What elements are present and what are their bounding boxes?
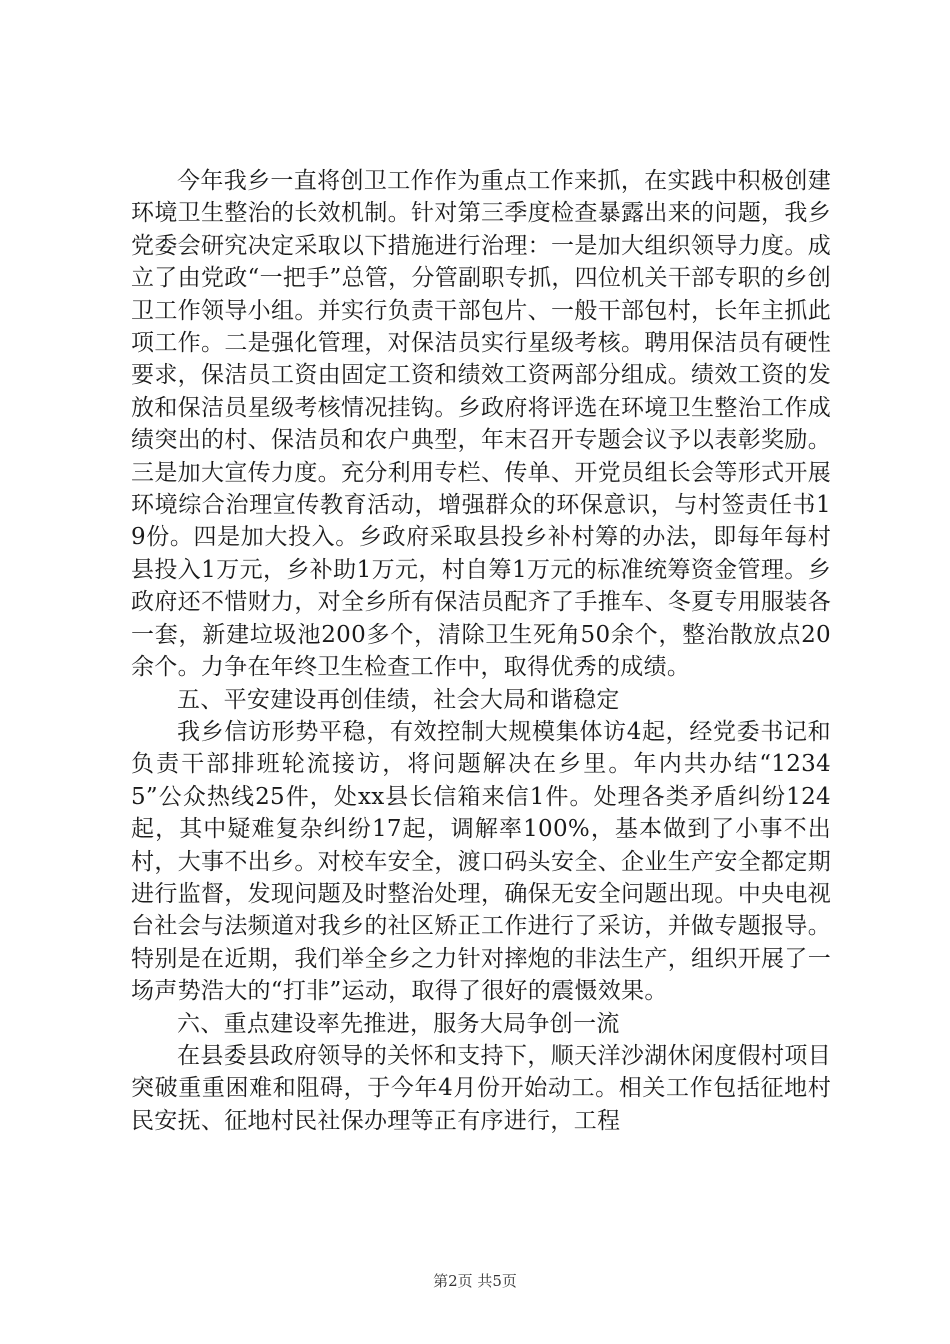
document-body — [131, 165, 831, 1137]
paragraph-sanitation: 今年我乡一直将创卫工作作为重点工作来抓，在实践中积极创建环境卫生整治的长效机制。针对第三季度检查暴露出来的问题，我乡党委会研究决定采取以下措施进行治理：一是加大组织领导力度。成立了由党政“一把手”总管，分管副职专抓，四位机关干部专职的乡创卫工作领导小组。并实行负责干部包片、一般干部包村，长年主抓此项工作。二是强化管理，对保洁员实行星级考核。聘用保洁员有硬性要求，保洁员工资由固定工资和绩效工资两部分组成。绩效工资的发放和保洁员星级考核情况挂钩。乡政府将评选在环境卫生整治工作成绩突出的村、保洁员和农户典型，年末召开专题会议予以表彰奖励。三是加大宣传力度。充分利用专栏、传单、开党员组长会等形式开展环境综合治理宣传教育活动，增强群众的环保意识，与村签责任书19份。四是加大投入。乡政府采取县投乡补村筹的办法，即每年每村县投入1万元，乡补助1万元，村自筹1万元的标准统筹资金管理。乡政府还不惜财力，对全乡所有保洁员配齐了手推车、冬夏专用服装各一套，新建垃圾池200多个，清除卫生死角50余个，整治散放点20余个。力争在年终卫生检查工作中，取得优秀的成绩。 — [131, 168, 831, 681]
section-heading-five: 五、平安建设再创佳绩，社会大局和谐稳定 — [177, 686, 620, 713]
paragraph-safety: 我乡信访形势平稳，有效控制大规模集体访4起，经党委书记和负责干部排班轮流接访，将问题解决在乡里。年内共办结“12345”公众热线25件，处xx县长信箱来信1件。处理各类矛盾纠纷124起，其中疑难复杂纠纷17起，调解率100%，基本做到了小事不出村，大事不出乡。对校车安全，渡口码头安全、企业生产安全都定期进行监督，发现问题及时整治处理，确保无安全问题出现。中央电视台社会与法频道对我乡的社区矫正工作进行了采访，并做专题报导。特别是在近期，我们举全乡之力针对摔炮的非法生产，组织开展了一场声势浩大的“打非”运动，取得了很好的震慑效果。 — [131, 718, 831, 1005]
paragraph-construction: 在县委县政府领导的关怀和支持下，顺天洋沙湖休闲度假村项目突破重重困难和阻碍，于今年4月份开始动工。相关工作包括征地村民安抚、征地村民社保办理等正有序进行，工程 — [131, 1042, 831, 1134]
section-heading-six: 六、重点建设率先推进，服务大局争创一流 — [177, 1010, 620, 1037]
page-number-footer: 第2页 共5页 — [433, 1272, 517, 1290]
